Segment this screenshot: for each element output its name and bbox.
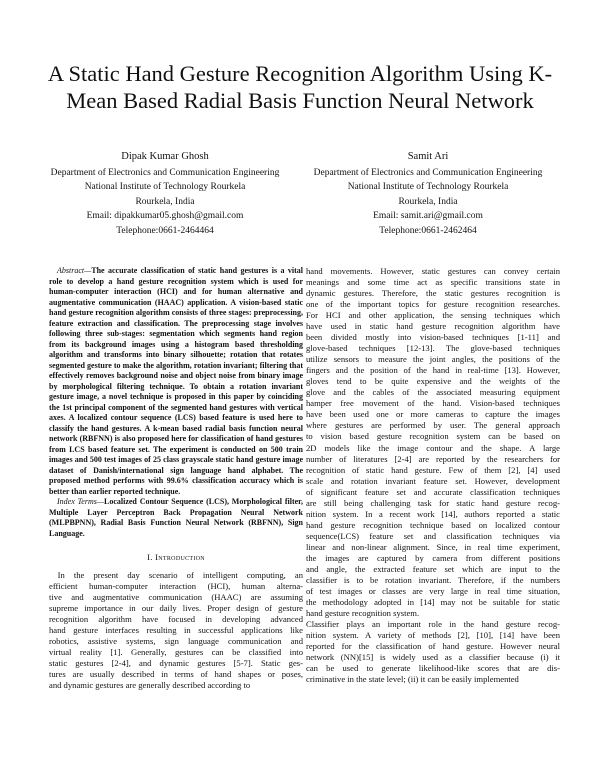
text-line: hand gesture interfaces resulting in successful applications like <box>49 625 303 636</box>
left-column <box>49 266 303 691</box>
text-line: For HCI and other application, the sensing techniques which <box>306 310 560 321</box>
text-line: glove-based techniques [12-13]. The glove-based techniques <box>306 343 560 354</box>
text-line: reported for the classification of hand gesture. However neural <box>306 641 560 652</box>
author-telephone: Telephone:0661-2464464 <box>116 225 214 236</box>
text-line: utilize sensors to measure the joint angles, the positions of the <box>306 354 560 365</box>
text-line: to vision based gesture recognition system can be based on <box>306 431 560 442</box>
text-line: have used in static hand gesture recognition algorithm have <box>306 321 560 332</box>
author-department: Department of Electronics and Communication Engineering <box>50 167 280 178</box>
author-email: Email: dipakkumar05.ghosh@gmail.com <box>86 211 244 221</box>
text-line: dynamic gestures. Therefore, the static gestures recognition is <box>306 288 560 299</box>
text-line: supreme importance in our daily lives. Proper design of gesture <box>49 603 303 614</box>
abstract-text: The accurate classification of static hand gestures is a vital role to develop a hand gesture recognition system which is used for human-computer interaction (HCI) and for human alternative and augmentative communication (HAAC) application. A vision-based static hand gesture recognition algorithm consists of three stages: preprocessing, feature extraction and classification. The preprocessing stage involves following three sub-stages: segmentation which segments hand region from its background images using a histogram based thresholding algorithm and transforms into binary silhouette; rotation that rotates segmented gesture to make the algorithm, rotation invariant; filtering that effectively removes background noise and object noise from binary image by morphological filtering technique. To obtain a rotation invariant gesture image, a novel technique is proposed in this paper by coinciding the 1st principal component of the segmented hand gestures with vertical axes. A localized contour sequence (LCS) based feature is used here to classify the hand gestures. A k-mean based radial basis function neural network (RBFNN) is also proposed here for classification of hand gestures from LCS based feature set. The experiment is conducted on 500 train images and 500 test images of 25 class grayscale static hand gesture image dataset of Danish/international sign language hand alphabet. The proposed method performs with 99.6% classification accuracy which is better than earlier reported technique. <box>49 266 303 496</box>
text-line: tive and augmentative communication (HAAC) are assuming <box>49 592 303 603</box>
text-line: and angle, the extracted feature set which are input to the <box>306 563 560 574</box>
author-place: Rourkela, India <box>135 196 195 207</box>
text-line: number of literatures [2-4] are reported by the researchers for <box>306 453 560 464</box>
text-line: tures are usually described in terms of hand shapes or poses, <box>49 669 303 680</box>
text-line: the images are captured by camera from different positions <box>306 552 560 563</box>
author-email: Email: samit.ari@gmail.com <box>373 211 483 221</box>
text-line: In the present day scenario of intelligent computing, an <box>57 570 303 581</box>
text-line: can be used to generate likelihood-like scores that are dis- <box>306 663 560 674</box>
author-place: Rourkela, India <box>398 196 458 207</box>
right-column <box>306 266 560 685</box>
author-telephone: Telephone:0661-2462464 <box>379 225 477 236</box>
text-line: hand movements. However, static gestures can convey certain <box>306 266 560 276</box>
author-institute: National Institute of Technology Rourkela <box>347 182 509 192</box>
text-line: one of the important topics for gesture recognition researches. <box>306 299 560 310</box>
index-terms-lead: Index Terms— <box>57 497 104 506</box>
author-institute: National Institute of Technology Rourkela <box>84 182 246 192</box>
text-line: virtual reality [1]. Generally, gestures can be classified into <box>49 647 303 658</box>
intro-right-text <box>306 266 560 685</box>
section-heading: I. Introduction <box>147 552 205 562</box>
text-line: where gestures are performed by user. The general approach <box>306 420 560 431</box>
text-line: scale and rotation invariant feature set. However, development <box>306 475 560 486</box>
text-line: robotics, assistive systems, sign language communication and <box>49 636 303 647</box>
text-line: of test images or classes are very large in real time situation, <box>306 585 560 596</box>
text-line: gloves tend to be quite expensive and the weights of the <box>306 376 560 387</box>
text-line: static gestures [2-4], and dynamic gestures [5-7]. Static ges- <box>49 658 303 669</box>
paper-title: A Static Hand Gesture Recognition Algorithm Using K-Mean Based Radial Basis Function Neural Network <box>47 61 553 113</box>
text-line: recognition algorithm have focused in developing advanced <box>49 614 303 625</box>
text-line: classifier is to be rotation invariant. Therefore, if the numbers <box>306 574 560 585</box>
text-line: hand gesture recognition technique based on localized contour <box>306 519 560 530</box>
author-block-2 <box>303 150 553 238</box>
author-department: Department of Electronics and Communication Engineering <box>313 167 543 178</box>
intro-left-text <box>49 570 303 691</box>
text-line: Classifier plays an important role in the hand gesture recog- <box>306 619 560 629</box>
abstract <box>49 266 303 497</box>
text-line: meanings and some time act as specific transitions state in <box>306 277 560 288</box>
text-line: nition system. A variety of methods [2], [10], [14] have been <box>306 630 560 641</box>
text-line: hamper free movement of the hand. Vision-based techniques <box>306 398 560 409</box>
text-line: hand gesture recognition system. <box>306 607 420 618</box>
text-line: sequence(LCS) feature set and classification techniques via <box>306 530 560 541</box>
text-line: network (NN)[15] is widely used as a classifier because (i) it <box>306 652 560 663</box>
text-line: nition system. In a recent work [14], authors reported a static <box>306 508 560 519</box>
text-line: been divided mostly into vision-based techniques [1-11] and <box>306 332 560 343</box>
index-terms-text: Localized Contour Sequence (LCS), Morphological filter, Multiple Layer Perceptron Back Propagation Neural Network (MLPBPNN), Radial Basis Function Neural Network (RBFNN), Sign Language. <box>49 497 303 538</box>
abstract-lead: Abstract— <box>57 266 92 275</box>
text-line: efficient human-computer interaction (HCI), human alterna- <box>49 581 303 592</box>
text-line: recognition of static hand gesture. Few of them [2], [4] used <box>306 464 560 475</box>
text-line: and dynamic gestures are generally described according to <box>49 680 251 691</box>
text-line: fingers and the position of the hand in real-time [13]. However, <box>306 365 560 376</box>
author-name: Samit Ari <box>407 151 449 162</box>
author-block-1 <box>40 150 290 238</box>
text-line: of significant feature set and accurate classification techniques <box>306 486 560 497</box>
text-line: the methodology adopted in [14] may not be suitable for static <box>306 596 560 607</box>
author-name: Dipak Kumar Ghosh <box>121 151 209 162</box>
index-terms <box>49 497 303 539</box>
text-line: 2D models like the image contour and the shape. A large <box>306 442 560 453</box>
text-line: linear and non-linear alignment. Since, in real time experiment, <box>306 541 560 552</box>
text-line: are still being challenging task for static hand gesture recog- <box>306 497 560 508</box>
text-line: criminative in the state level; (ii) it can be easily implemented <box>306 674 519 685</box>
text-line: have been used one or more cameras to capture the images <box>306 409 560 420</box>
text-line: glove and the cables of the associated measuring equipment <box>306 387 560 398</box>
